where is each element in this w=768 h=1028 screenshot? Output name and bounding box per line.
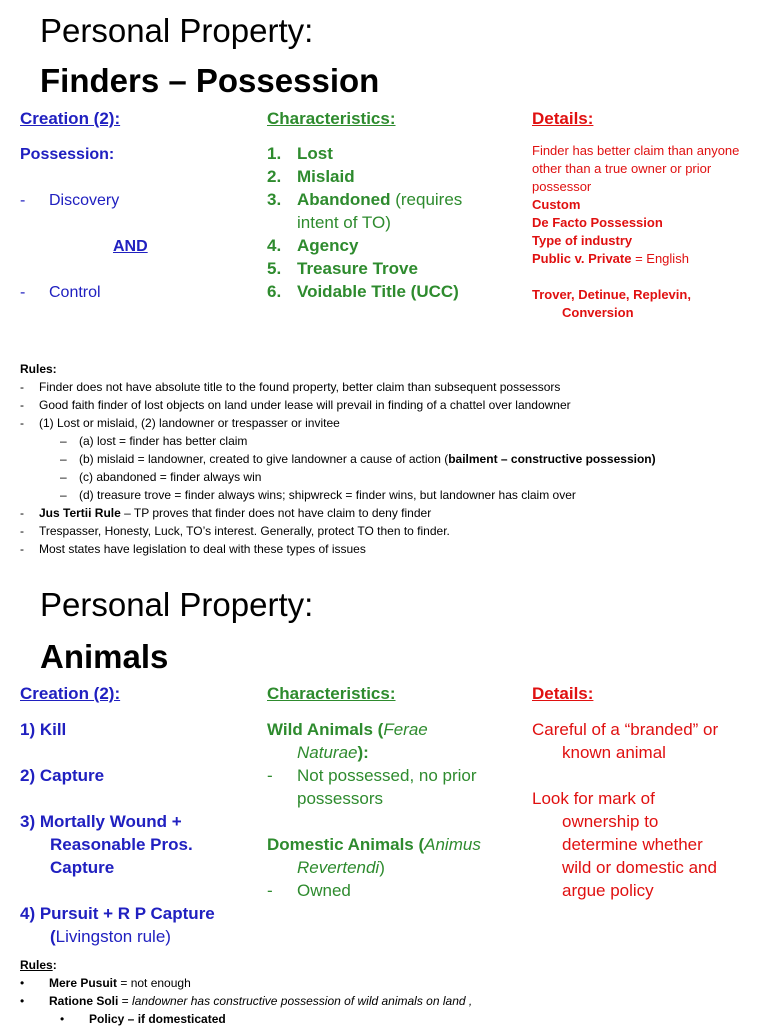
characteristic-item: 2. Mislaid [267,167,355,186]
details-industry: Type of industry [532,233,633,248]
details-custom: Custom [532,197,581,212]
characteristic-item: 1. Lost [267,144,333,163]
control-item [20,281,101,304]
rule-line: – (c) abandoned = finder always win [60,470,262,484]
control-label: Control [49,284,101,301]
details-block [532,142,757,322]
details-mark: Look for mark of [532,789,655,808]
characteristic-item: 6. Voidable Title (UCC) [267,282,459,301]
livingston-rule: (Livingston rule) [50,927,171,946]
characteristics-header: Characteristics: [267,684,396,703]
creation-header: Creation (2): [20,109,121,128]
rules2-block [20,956,760,1028]
rule-line: - Finder does not have absolute title to the found property, better claim than subsequent possessors [20,380,561,394]
rules-block [20,360,760,558]
list-dash: - [20,192,26,209]
details-header: Details: [532,684,594,703]
rule-line: – (a) lost = finder has better claim [60,434,248,448]
creation-mortal: 3) Mortally Wound + [20,812,182,831]
characteristic-item: 4. Agency [267,236,359,255]
rule-line: - Trespasser, Honesty, Luck, TO’s interest. Generally, protect TO then to finder. [20,524,450,538]
creation-capture: 2) Capture [20,766,105,785]
details-de-facto: De Facto Possession [532,215,663,230]
characteristic-item: 5. Treasure Trove [267,259,418,278]
rule-line: • Mere Pusuit = not enough [20,976,191,990]
characteristics-block: Wild Animals (Ferae Naturae): - Not possessed, no prior possessors Domestic Animals (Animus Revertendi) - Owned [267,718,517,902]
rule-line: - Good faith finder of lost objects on land under lease will prevail in finding of a chattel over landowner [20,398,571,412]
wild-item: - Not possessed, no prior [267,766,477,785]
list-dash: - [20,284,26,301]
creation-kill: 1) Kill [20,720,67,739]
details-public-private: Public v. Private = English [532,251,689,266]
section2-title: Personal Property: [40,586,314,623]
details-header: Details: [532,109,594,128]
characteristics-list [267,142,507,303]
wild-animals: Wild Animals (Ferae [267,720,428,739]
details-intro: Finder has better claim than anyone other than a true owner or prior possessor [532,143,740,194]
details-branded: Careful of a “branded” or [532,720,719,739]
rule-line: – (d) treasure trove = finder always wins; shipwreck = finder wins, but landowner has claim over [60,488,576,502]
creation-list: 1) Kill 2) Capture 3) Mortally Wound + Reasonable Pros. Capture 4) Pursuit + R P Capture (Livingston rule) [20,718,260,948]
domestic-animals: Domestic Animals (Animus [267,835,481,854]
rule-line: - Most states have legislation to deal with these types of issues [20,542,366,556]
rules2-header: Rules: [20,958,57,972]
discovery-item [20,189,119,212]
characteristics-header: Characteristics: [267,109,396,128]
possession-label: Possession: [20,146,115,163]
creation-pursuit: 4) Pursuit + R P Capture [20,904,215,923]
and-label: AND [113,238,148,255]
rule-line: • Ratione Soli = landowner has constructive possession of wild animals on land , [20,994,473,1008]
section2-subtitle: Animals [40,638,169,675]
details-block: Careful of a “branded” or known animal Look for mark of ownership to determine whether wild or domestic and argue policy [532,718,762,902]
rules-header: Rules: [20,362,57,376]
section1-subtitle: Finders – Possession [40,62,380,99]
rule-line: - (1) Lost or mislaid, (2) landowner or trespasser or invitee [20,416,340,430]
discovery-label: Discovery [49,192,120,209]
rule-line: – (b) mislaid = landowner, created to give landowner a cause of action (bailment – constructive possession) [60,452,656,466]
rule-line: • Policy – if domesticated [60,1012,226,1026]
domestic-item: - Owned [267,881,351,900]
details-trover: Trover, Detinue, Replevin, [532,287,691,302]
creation-header: Creation (2): [20,684,121,703]
characteristic-item: 3. Abandoned (requires intent of TO) [267,190,463,232]
details-conversion: Conversion [562,305,634,320]
rule-line: - Jus Tertii Rule – TP proves that finder does not have claim to deny finder [20,506,432,520]
section1-title: Personal Property: [40,12,314,49]
